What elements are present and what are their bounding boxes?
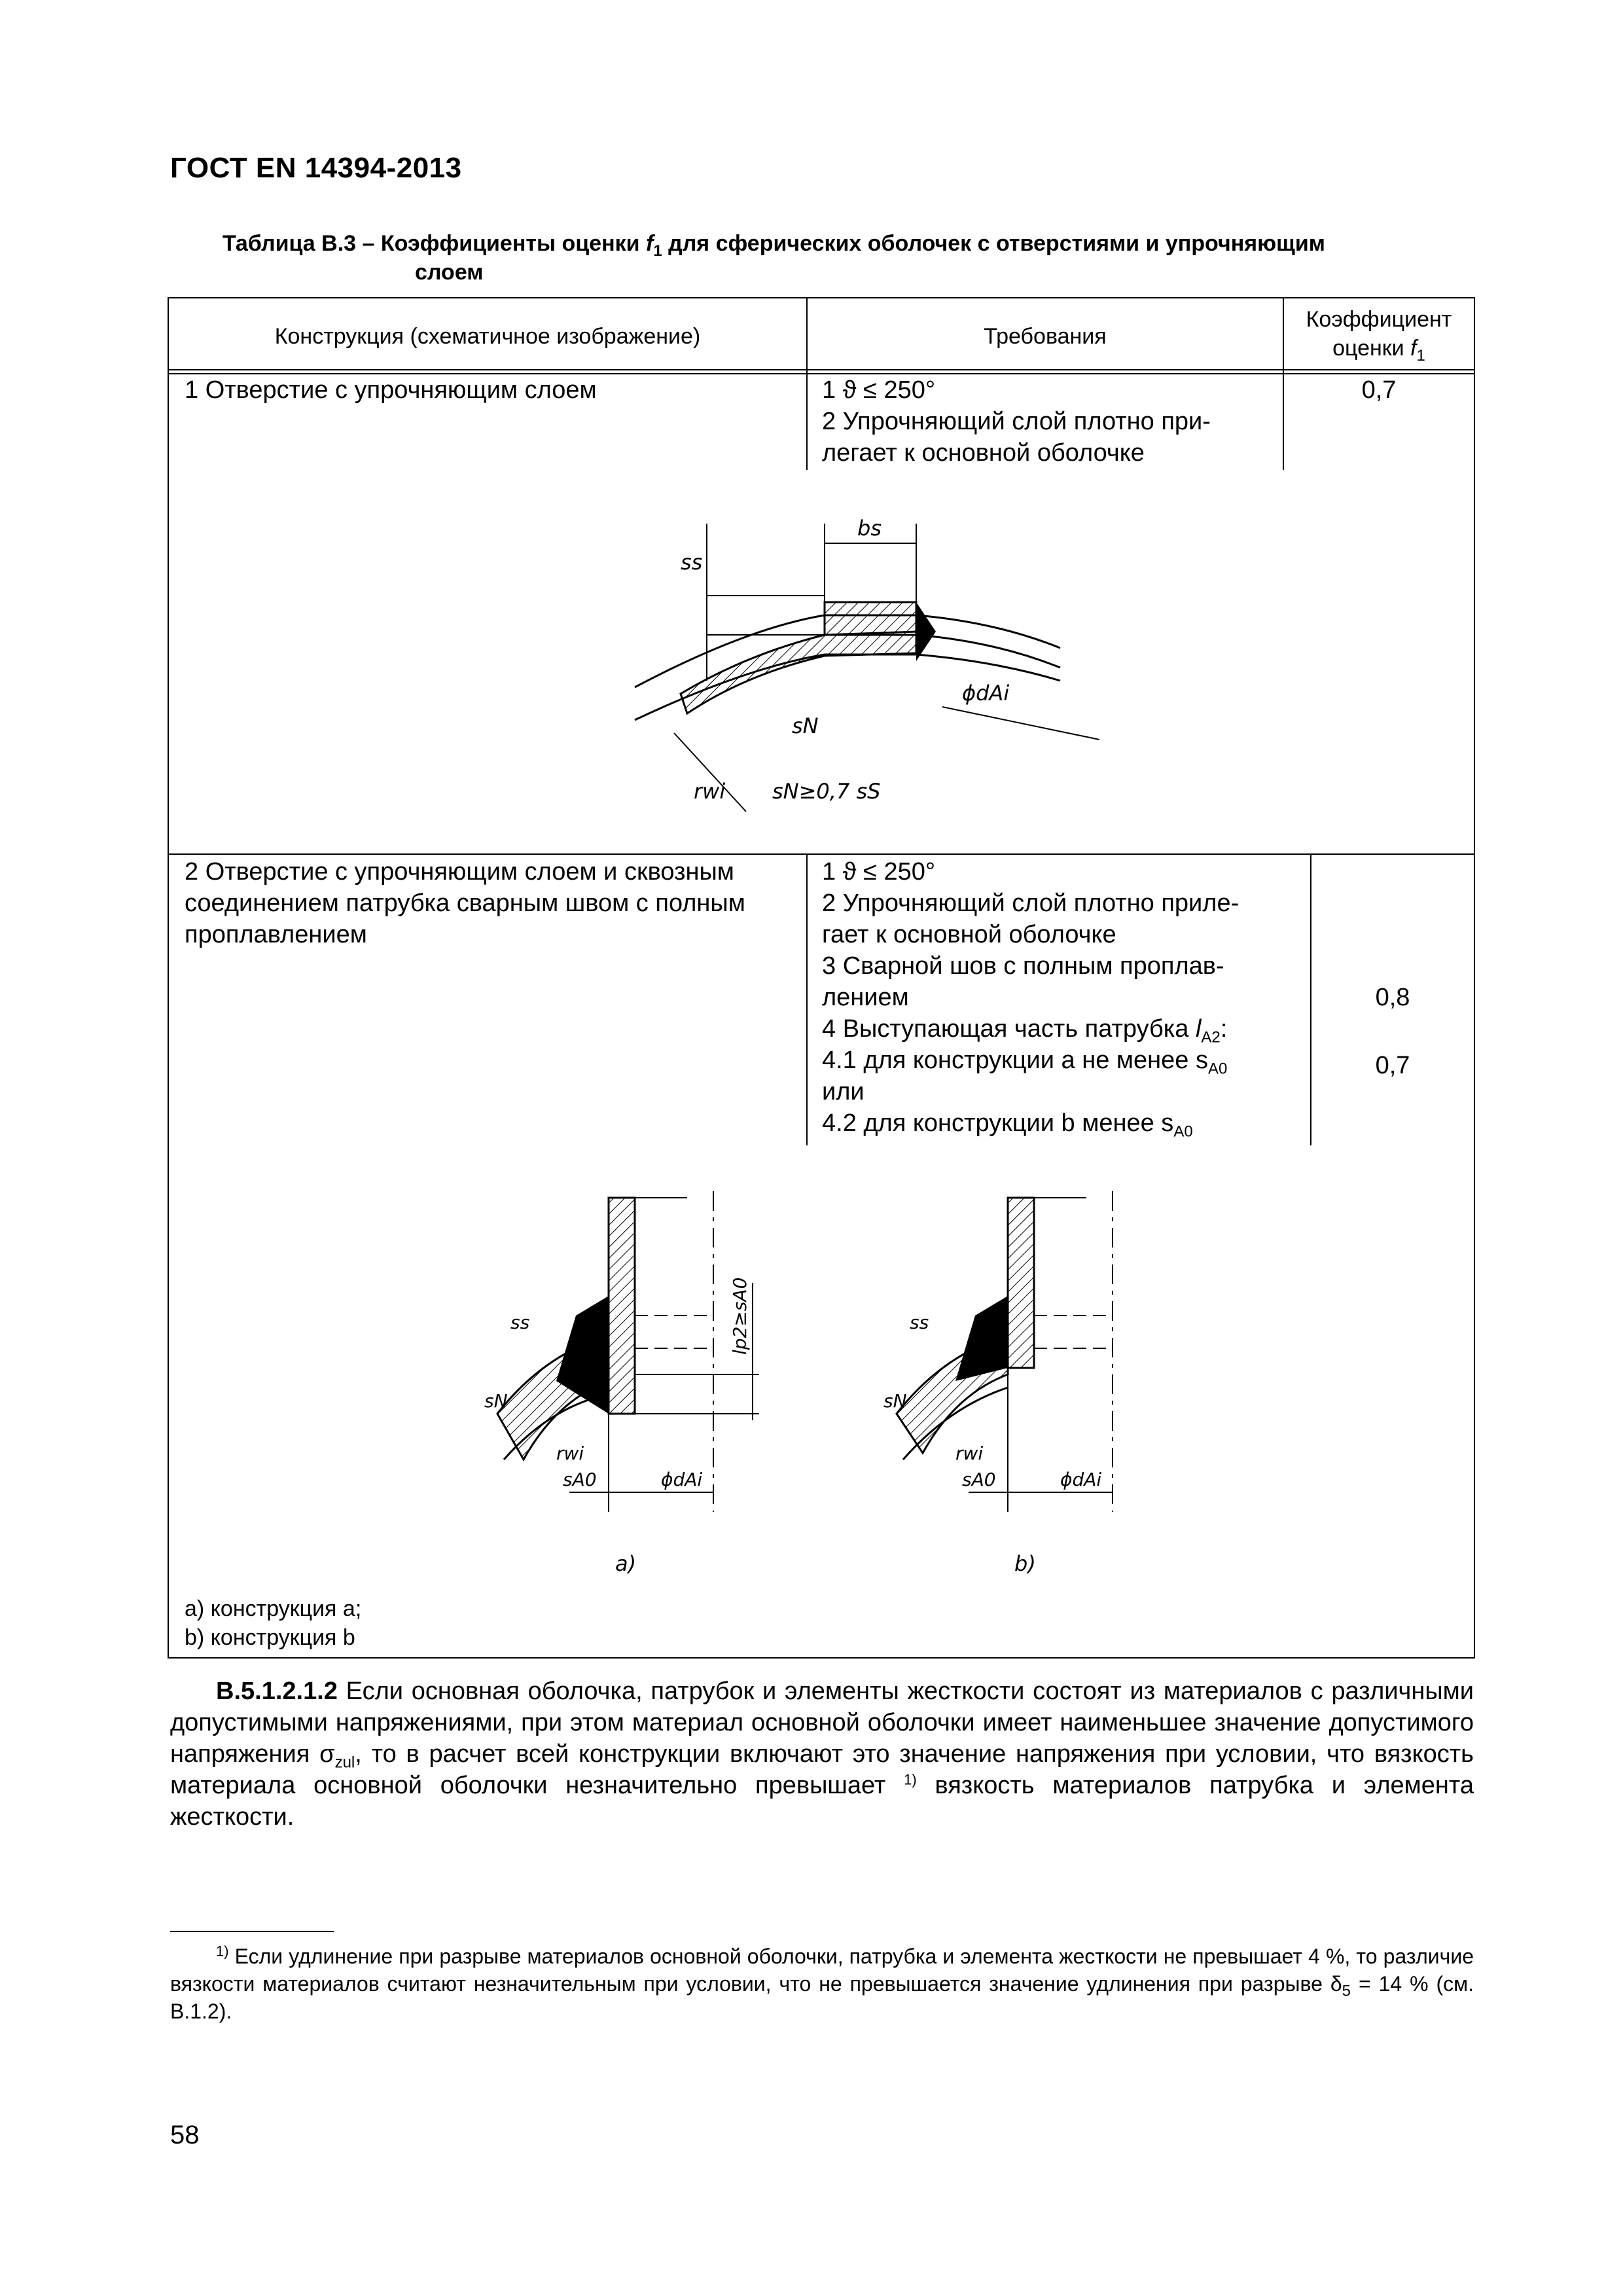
row2-req4: 4 Выступающая часть патрубка $l_{A2}$: [822,1015,1228,1047]
col3-header-line2: оценки [1332,336,1411,361]
label-rwi-a: rwi [556,1443,584,1464]
label-sn-a: sN [484,1390,508,1412]
label-rwi: rwi [694,779,726,804]
footnote-mark: 1) [216,1943,229,1960]
row2-coef-2: 0,7 [1375,1052,1410,1079]
reinforcing-layer [681,632,916,713]
paragraph-sub: zul [334,1753,355,1772]
label-lp2: lp2≥sA0 [729,1277,751,1355]
label-sa0-a: sA0 [563,1469,597,1490]
footnote-separator [170,1931,334,1932]
figure-2a [471,1185,812,1590]
col2-header: Требования [984,324,1107,349]
row2-coef-1: 0,8 [1375,984,1410,1011]
paragraph-number: В.5.1.2.1.2 [216,1677,338,1705]
col3-header [1284,305,1474,363]
caption-sub: 1 [653,242,662,260]
label-bs: bs [857,516,882,541]
label-phi: ϕdAi [962,681,1010,706]
document-header: ГОСТ EN 14394-2013 [170,152,462,184]
page-number: 58 [170,2121,200,2149]
row1-req1: 1 ϑ ≤ 250° [822,376,936,404]
label-ss-a: ss [510,1312,530,1333]
footnote-text: Если удлинение при разрыве материалов основной оболочки, патрубка и элемента жесткости не превышает 4 %, то различие вязкости материалов считают незначительным при условии, что не превышается значение удлинения при разрыве δ [170,1945,1474,1996]
label-sn-b: sN [883,1390,907,1412]
row2-req42: 4.2 для конструкции b менее $s_{A0}$ [822,1109,1193,1141]
label-ss: ss [681,550,703,575]
paragraph-text-2: , то в расчет всей конструкции включают это значение напряжения при условии, что вязкость материала основной оболочки незначительно превышает [170,1740,1474,1799]
row2-title [185,856,800,950]
row2-req41b: или [822,1078,865,1105]
weld [916,602,936,661]
row1-title: 1 Отверстие с упрочняющим слоем [185,376,597,404]
note-a: а) конструкция а; [185,1596,362,1621]
label-ss-b: ss [910,1312,929,1333]
row2-req3a: 3 Сварной шов с полным проплав- [822,952,1224,980]
col3-var: f [1410,336,1417,361]
col3-sub: 1 [1416,346,1425,365]
footnote-sub: 5 [1342,1982,1351,2000]
row2-req2b: гает к основной оболочке [822,921,1116,948]
row1-coef: 0,7 [1361,376,1397,404]
paragraph-text-3: вязкость материалов патрубка и элемента жесткости. [170,1772,1474,1831]
table-caption [223,229,1472,287]
footnote [170,1943,1474,2025]
row2-requirements [822,856,1306,1139]
paragraph-text-1: Если основная оболочка, патрубок и элементы жесткости состоят из материалов с различными допустимыми напряжениями, при этом материал основной оболочки имеет наименьшее значение допустимого напряжения σ [170,1677,1474,1768]
row2-title-3: проплавлением [185,921,367,948]
label-sa0-b: sA0 [962,1469,996,1490]
label-phi-b: ϕdAi [1060,1469,1102,1490]
row2-req41: 4.1 для конструкции а не менее $s_{A0}$ [822,1047,1228,1078]
figure-notes [185,1594,361,1652]
label-cond: sN≥0,7 sS [772,779,881,804]
note-b: b) конструкция b [185,1625,355,1650]
caption-line-2: слоем [415,260,484,285]
row1-req2b: легает к основной оболочке [822,439,1145,467]
row2-title-2: соединением патрубка сварным швом с полным [185,889,745,917]
caption-text-1: Таблица В.3 – Коэффициенты оценки [223,231,646,256]
label-rwi-b: rwi [955,1443,984,1464]
label-a: a) [615,1551,637,1576]
row2-req2a: 2 Упрочняющий слой плотно приле- [822,889,1240,917]
figure-2b [870,1185,1171,1590]
footnote-ref[interactable]: 1) [904,1771,917,1788]
row2-title-1: 2 Отверстие с упрочняющим слоем и сквозным [185,858,734,886]
figure-1-reinforced-opening [576,484,1099,825]
row1-requirements [822,374,1274,469]
footnote-text-2: = 14 % (см. В.1.2). [170,1972,1474,2023]
col1-header: Конструкция (схематичное изображение) [274,324,701,349]
col3-header-line1: Коэффициент [1306,307,1452,332]
caption-text-2: для сферических оболочек с отверстиями и упрочняющим [662,231,1325,256]
nozzle-wall-b [1008,1198,1034,1368]
label-sn: sN [792,713,819,738]
caption-var: f [645,231,654,256]
row2-req1: 1 ϑ ≤ 250° [822,858,936,886]
row1-req2a: 2 Упрочняющий слой плотно при- [822,408,1211,435]
paragraph-b51212 [170,1676,1474,1833]
label-b: b) [1014,1551,1036,1576]
row2-req3b: лением [822,984,909,1011]
nozzle-wall [609,1198,635,1414]
label-phi-a: ϕdAi [661,1469,703,1490]
